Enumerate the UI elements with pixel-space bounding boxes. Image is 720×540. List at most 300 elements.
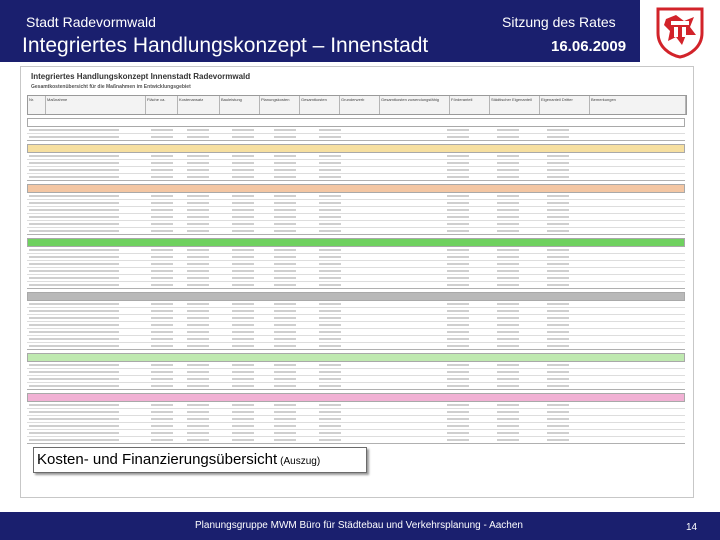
table-cell (497, 418, 519, 420)
table-cell (151, 263, 173, 265)
table-cell (151, 324, 173, 326)
table-row (27, 193, 685, 200)
table-cell (447, 176, 469, 178)
table-column-header: Gesamtkosten (300, 96, 340, 114)
table-cell (187, 404, 209, 406)
table-cell (49, 317, 119, 319)
table-cell (151, 209, 173, 211)
table-cell (274, 303, 296, 305)
table-row (27, 402, 685, 409)
table-cell (497, 378, 519, 380)
table-cell (232, 411, 254, 413)
table-row (27, 301, 685, 308)
table-cell (29, 129, 51, 131)
table-cell (49, 371, 119, 373)
table-cell (29, 155, 51, 157)
table-sum-row (27, 437, 685, 444)
table-cell (49, 345, 119, 347)
table-cell (447, 364, 469, 366)
table-row (27, 322, 685, 329)
table-cell (497, 176, 519, 178)
table-cell (497, 277, 519, 279)
table-cell (151, 310, 173, 312)
table-cell (547, 176, 569, 178)
table-cell (151, 216, 173, 218)
table-cell (232, 418, 254, 420)
table-cell (232, 155, 254, 157)
table-cell (447, 249, 469, 251)
table-cell (29, 263, 51, 265)
page-number: 14 (686, 522, 698, 533)
table-cell (497, 284, 519, 286)
table-cell (29, 202, 51, 204)
table-cell (187, 129, 209, 131)
table-cell (319, 418, 341, 420)
table-cell (274, 284, 296, 286)
table-cell (319, 425, 341, 427)
table-cell (547, 404, 569, 406)
table-cell (151, 195, 173, 197)
table-row (27, 214, 685, 221)
table-cell (497, 432, 519, 434)
table-cell (319, 202, 341, 204)
table-cell (187, 263, 209, 265)
table-cell (187, 418, 209, 420)
table-cell (274, 277, 296, 279)
table-column-header: Bemerkungen (590, 96, 686, 114)
table-cell (232, 432, 254, 434)
table-cell (49, 169, 119, 171)
table-cell (187, 425, 209, 427)
table-row (27, 247, 685, 254)
table-column-header: Planungskosten (260, 96, 300, 114)
table-cell (232, 209, 254, 211)
table-cell (29, 176, 51, 178)
table-cell (151, 378, 173, 380)
table-cell (232, 176, 254, 178)
table-cell (187, 202, 209, 204)
table-cell (447, 223, 469, 225)
table-row (27, 153, 685, 160)
table-cell (447, 345, 469, 347)
table-cell (497, 129, 519, 131)
table-cell (29, 169, 51, 171)
section-header-bar (27, 353, 685, 362)
table-cell (447, 155, 469, 157)
meeting-name: Sitzung des Rates (502, 14, 616, 30)
table-cell (49, 270, 119, 272)
table-cell (187, 324, 209, 326)
table-cell (187, 338, 209, 340)
table-cell (447, 418, 469, 420)
section-header-bar (27, 144, 685, 153)
table-cell (49, 303, 119, 305)
table-cell (497, 270, 519, 272)
table-cell (187, 284, 209, 286)
table-cell (232, 162, 254, 164)
table-row (27, 261, 685, 268)
table-cell (49, 432, 119, 434)
table-row (27, 167, 685, 174)
table-cell (232, 129, 254, 131)
table-cell (274, 169, 296, 171)
table-cell (547, 270, 569, 272)
table-cell (497, 324, 519, 326)
table-cell (49, 216, 119, 218)
table-cell (49, 202, 119, 204)
table-cell (319, 324, 341, 326)
table-cell (319, 209, 341, 211)
table-cell (274, 176, 296, 178)
table-cell (232, 338, 254, 340)
section-header-bar (27, 184, 685, 193)
table-cell (232, 317, 254, 319)
table-cell (187, 162, 209, 164)
table-cell (447, 270, 469, 272)
footer-band (0, 512, 720, 540)
table-cell (274, 371, 296, 373)
table-cell (232, 303, 254, 305)
table-cell (187, 310, 209, 312)
table-cell (29, 216, 51, 218)
table-cell (274, 331, 296, 333)
table-cell (187, 230, 209, 232)
table-cell (319, 439, 341, 441)
table-row (27, 376, 685, 383)
table-cell (447, 404, 469, 406)
table-cell (497, 209, 519, 211)
table-cell (151, 162, 173, 164)
table-sum-row (27, 228, 685, 235)
table-cell (497, 195, 519, 197)
table-cell (232, 216, 254, 218)
table-cell (274, 432, 296, 434)
table-cell (319, 176, 341, 178)
table-cell (49, 195, 119, 197)
table-cell (274, 411, 296, 413)
table-cell (274, 324, 296, 326)
table-row (27, 362, 685, 369)
table-cell (29, 418, 51, 420)
table-cell (274, 256, 296, 258)
table-cell (447, 284, 469, 286)
table-cell (497, 310, 519, 312)
table-cell (447, 324, 469, 326)
table-cell (49, 425, 119, 427)
meeting-date: 16.06.2009 (551, 38, 627, 55)
table-cell (497, 249, 519, 251)
table-cell (547, 303, 569, 305)
table-cell (547, 284, 569, 286)
table-cell (29, 310, 51, 312)
table-cell (274, 378, 296, 380)
table-cell (151, 331, 173, 333)
table-cell (447, 263, 469, 265)
table-cell (319, 432, 341, 434)
table-cell (187, 223, 209, 225)
table-cell (29, 338, 51, 340)
table-cell (232, 385, 254, 387)
table-cell (447, 310, 469, 312)
table-cell (49, 162, 119, 164)
table-sum-row (27, 383, 685, 390)
section-header-bar (27, 292, 685, 301)
table-cell (29, 331, 51, 333)
table-cell (274, 310, 296, 312)
document-title: Integriertes Handlungskonzept Innenstadt Radevormwald (31, 72, 251, 81)
table-cell (187, 270, 209, 272)
table-cell (274, 136, 296, 138)
table-cell (49, 136, 119, 138)
table-cell (232, 371, 254, 373)
table-sum-row (27, 343, 685, 350)
table-cell (547, 411, 569, 413)
table-cell (151, 432, 173, 434)
table-cell (547, 324, 569, 326)
table-cell (49, 155, 119, 157)
table-cell (447, 331, 469, 333)
table-cell (274, 364, 296, 366)
table-cell (151, 202, 173, 204)
table-row (27, 254, 685, 261)
table-cell (151, 345, 173, 347)
table-cell (151, 303, 173, 305)
table-cell (319, 169, 341, 171)
table-cell (274, 263, 296, 265)
table-cell (187, 136, 209, 138)
table-cell (232, 249, 254, 251)
table-cell (187, 378, 209, 380)
table-row (27, 160, 685, 167)
table-row (27, 423, 685, 430)
table-cell (547, 439, 569, 441)
table-cell (29, 371, 51, 373)
table-row (27, 207, 685, 214)
table-cell (49, 223, 119, 225)
table-cell (319, 331, 341, 333)
table-column-header: Gesamtkosten zuwendungsfähig (380, 96, 450, 114)
table-cell (151, 425, 173, 427)
table-cell (547, 249, 569, 251)
table-cell (274, 404, 296, 406)
table-cell (274, 202, 296, 204)
table-cell (274, 223, 296, 225)
table-cell (447, 378, 469, 380)
table-cell (497, 169, 519, 171)
table-header (27, 95, 687, 115)
table-row (27, 308, 685, 315)
table-cell (232, 378, 254, 380)
table-cell (151, 176, 173, 178)
table-cell (319, 303, 341, 305)
table-cell (274, 338, 296, 340)
table-cell (232, 284, 254, 286)
table-cell (49, 418, 119, 420)
table-cell (232, 169, 254, 171)
table-cell (29, 209, 51, 211)
table-cell (187, 155, 209, 157)
table-cell (547, 277, 569, 279)
table-cell (319, 155, 341, 157)
table-sum-row (27, 174, 685, 181)
table-cell (447, 162, 469, 164)
table-cell (232, 345, 254, 347)
table-row (27, 275, 685, 282)
caption-main-text: Kosten- und Finanzierungsübersicht (37, 451, 278, 468)
table-cell (497, 256, 519, 258)
caption-box (33, 447, 367, 473)
table-cell (447, 129, 469, 131)
table-cell (447, 432, 469, 434)
table-cell (497, 202, 519, 204)
table-column-header: Nr. (28, 96, 46, 114)
table-cell (319, 216, 341, 218)
table-cell (29, 256, 51, 258)
table-cell (447, 371, 469, 373)
table-cell (274, 249, 296, 251)
table-cell (187, 249, 209, 251)
table-cell (447, 169, 469, 171)
table-cell (49, 338, 119, 340)
table-cell (274, 155, 296, 157)
table-cell (319, 277, 341, 279)
table-cell (29, 324, 51, 326)
table-row (27, 268, 685, 275)
table-cell (319, 270, 341, 272)
table-cell (232, 439, 254, 441)
table-cell (447, 303, 469, 305)
table-cell (319, 378, 341, 380)
section-header-bar (27, 238, 685, 247)
caption-paren-text: (Auszug) (280, 456, 321, 467)
table-cell (547, 371, 569, 373)
table-cell (319, 371, 341, 373)
table-cell (497, 364, 519, 366)
table-cell (547, 129, 569, 131)
table-cell (497, 216, 519, 218)
table-cell (497, 303, 519, 305)
table-cell (29, 411, 51, 413)
table-cell (319, 256, 341, 258)
table-row (27, 416, 685, 423)
table-cell (49, 249, 119, 251)
table-row (27, 336, 685, 343)
table-cell (319, 129, 341, 131)
table-cell (151, 338, 173, 340)
table-column-header: Förderanteil (450, 96, 490, 114)
table-cell (49, 411, 119, 413)
table-cell (187, 432, 209, 434)
table-cell (151, 284, 173, 286)
table-cell (547, 230, 569, 232)
table-cell (187, 439, 209, 441)
table-cell (547, 209, 569, 211)
table-cell (547, 155, 569, 157)
table-cell (274, 270, 296, 272)
table-cell (232, 202, 254, 204)
table-column-header: Fläche ca. (146, 96, 178, 114)
crest-icon (654, 5, 706, 59)
table-cell (49, 324, 119, 326)
table-cell (49, 263, 119, 265)
table-cell (232, 195, 254, 197)
table-cell (274, 209, 296, 211)
section-header-bar (27, 118, 685, 127)
table-row (27, 409, 685, 416)
table-cell (49, 439, 119, 441)
table-sum-row (27, 282, 685, 289)
table-cell (274, 385, 296, 387)
table-cell (274, 230, 296, 232)
table-column-header: Städtischer Eigenanteil (490, 96, 540, 114)
table-cell (187, 364, 209, 366)
table-cell (497, 338, 519, 340)
table-cell (319, 364, 341, 366)
table-cell (151, 136, 173, 138)
table-cell (547, 425, 569, 427)
header-band (0, 0, 720, 62)
table-cell (49, 256, 119, 258)
table-cell (497, 162, 519, 164)
table-cell (547, 310, 569, 312)
table-cell (447, 209, 469, 211)
table-cell (151, 129, 173, 131)
table-cell (497, 331, 519, 333)
table-row (27, 127, 685, 134)
table-cell (151, 249, 173, 251)
table-cell (447, 195, 469, 197)
table-cell (187, 303, 209, 305)
table-cell (497, 136, 519, 138)
table-cell (151, 364, 173, 366)
table-cell (319, 385, 341, 387)
table-cell (49, 277, 119, 279)
table-cell (29, 162, 51, 164)
table-cell (274, 129, 296, 131)
table-cell (547, 331, 569, 333)
table-cell (547, 418, 569, 420)
table-cell (547, 195, 569, 197)
table-cell (29, 404, 51, 406)
city-name: Stadt Radevormwald (26, 14, 156, 30)
table-cell (151, 230, 173, 232)
table-cell (29, 249, 51, 251)
table-cell (187, 216, 209, 218)
table-cell (547, 317, 569, 319)
table-cell (497, 230, 519, 232)
table-cell (319, 345, 341, 347)
table-cell (187, 176, 209, 178)
table-cell (547, 385, 569, 387)
table-column-header: Eigenanteil Dritter (540, 96, 590, 114)
table-cell (187, 209, 209, 211)
table-cell (547, 162, 569, 164)
table-cell (547, 223, 569, 225)
table-row (27, 430, 685, 437)
table-cell (232, 364, 254, 366)
table-cell (187, 317, 209, 319)
table-cell (447, 230, 469, 232)
table-cell (274, 439, 296, 441)
table-cell (447, 338, 469, 340)
table-cell (319, 317, 341, 319)
table-cell (447, 439, 469, 441)
table-cell (547, 136, 569, 138)
table-sum-row (27, 134, 685, 141)
section-header-bar (27, 393, 685, 402)
table-cell (319, 136, 341, 138)
table-cell (232, 404, 254, 406)
